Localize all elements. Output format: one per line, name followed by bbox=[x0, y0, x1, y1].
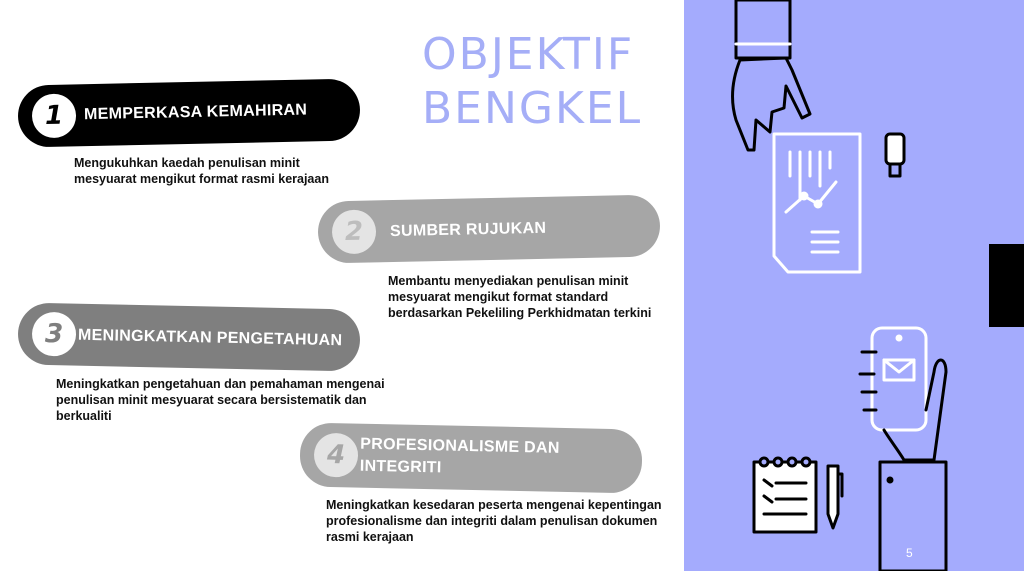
objective-3-number: 3 bbox=[32, 312, 77, 357]
usb-drive-icon bbox=[886, 134, 904, 176]
title-line-1: OBJEKTIF bbox=[422, 29, 635, 80]
hand-icon bbox=[733, 0, 810, 150]
objective-2-number: 2 bbox=[332, 209, 377, 254]
slide-title bbox=[422, 28, 682, 136]
objective-2-pill bbox=[317, 194, 660, 263]
objective-4-description: Meningkatkan kesedaran peserta mengenai kepentingan profesionalisme dan integriti dalam penulisan dokumen rasmi kerajaan bbox=[326, 498, 662, 544]
side-tab bbox=[989, 244, 1024, 327]
page-number: 5 bbox=[906, 546, 913, 560]
pen-icon bbox=[828, 466, 842, 528]
objective-4-pill bbox=[299, 422, 642, 493]
objective-1-pill bbox=[17, 78, 360, 147]
smartphone-icon bbox=[872, 328, 926, 430]
objective-1-label: MEMPERKASA KEMAHIRAN bbox=[83, 101, 308, 124]
objective-2-label: SUMBER RUJUKAN bbox=[389, 219, 547, 241]
objective-3-pill bbox=[17, 302, 360, 371]
objective-1-number: 1 bbox=[32, 93, 77, 138]
objective-1-description: Mengukuhkan kaedah penulisan minit mesyuarat mengikut format rasmi kerajaan bbox=[74, 156, 329, 186]
illustration-panel bbox=[684, 0, 1024, 571]
objective-3-label: MENINGKATKAN PENGETAHUAN bbox=[77, 326, 343, 350]
objective-4-number: 4 bbox=[314, 433, 359, 478]
document-chart-icon bbox=[774, 134, 860, 272]
objective-4-label: PROFESIONALISME DAN INTEGRITI bbox=[359, 435, 560, 477]
notepad-icon bbox=[754, 458, 816, 532]
objective-3-description: Meningkatkan pengetahuan dan pemahaman mengenai penulisan minit mesyuarat secara bersistematik dan berkualiti bbox=[56, 377, 385, 423]
objective-2-description: Membantu menyediakan penulisan minit mesyuarat mengikut format standard berdasarkan Pekeliling Perkhidmatan terkini bbox=[388, 274, 652, 320]
illustration-svg bbox=[684, 0, 1024, 571]
title-line-2: BENGKEL bbox=[422, 83, 643, 134]
